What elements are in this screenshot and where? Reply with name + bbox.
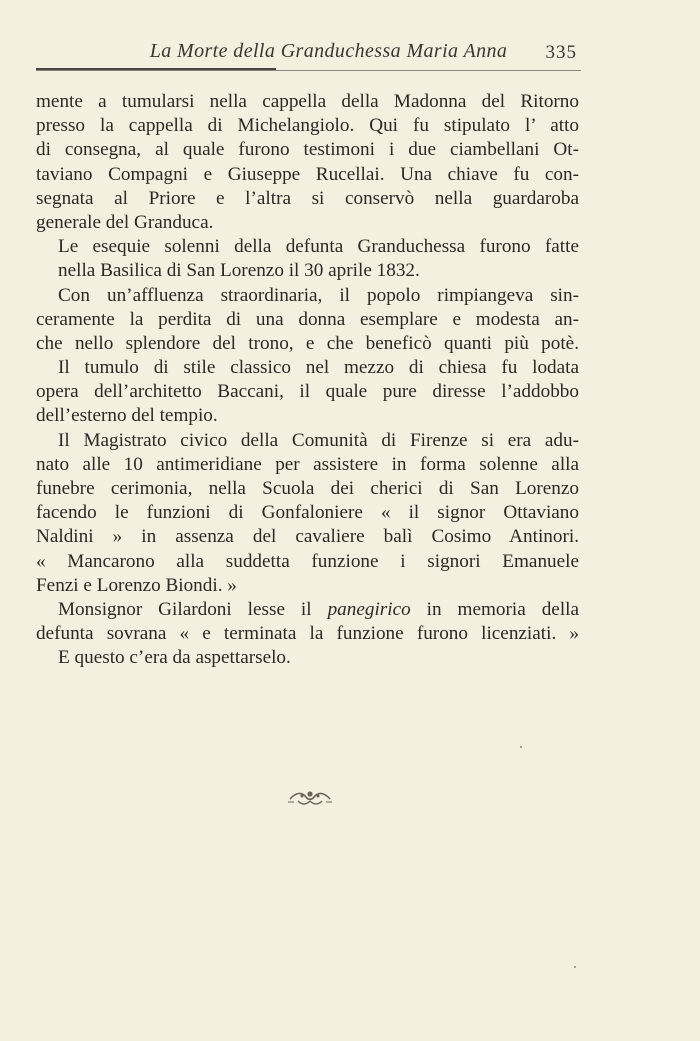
- text-line: nella Basilica di San Lorenzo il 30 aprile 1832.: [58, 260, 420, 282]
- text-line: [36, 598, 579, 622]
- text-line: nato alle 10 antimeridiane per assistere in forma solenne alla: [36, 453, 579, 475]
- text-line: Il tumulo di stile classico nel mezzo di chiesa fu lodata: [58, 357, 579, 379]
- text-line: Naldini » in assenza del cavaliere balì Cosimo Antinori.: [36, 526, 579, 548]
- text-line: ceramente la perdita di una donna esemplare e modesta an-: [36, 308, 579, 330]
- italic-term: panegirico: [327, 598, 411, 620]
- page-number: 335: [545, 42, 577, 63]
- text-line: Fenzi e Lorenzo Biondi. »: [36, 574, 237, 596]
- text-line: che nello splendore del trono, e che beneficò quanti più potè.: [36, 332, 579, 354]
- text-line: funebre cerimonia, nella Scuola dei cherici di San Lorenzo: [36, 478, 579, 499]
- text-line: dell’esterno del tempio.: [36, 405, 218, 427]
- text-fragment: Monsignor Gilardoni lesse il: [58, 598, 328, 620]
- text-line: mente a tumularsi nella cappella della Madonna del Ritorno: [36, 91, 579, 112]
- text-line: Le esequie solenni della defunta Granduchessa furono fatte: [58, 236, 579, 258]
- running-head: [36, 40, 581, 72]
- text-line: facendo le funzioni di Gonfaloniere « il signor Ottaviano: [36, 502, 579, 524]
- header-rule: [36, 70, 581, 71]
- text-line: generale del Granduca.: [36, 211, 214, 233]
- paper-speck: [520, 746, 522, 748]
- text-line: Con un’affluenza straordinaria, il popolo rimpiangeva sin-: [58, 284, 579, 306]
- text-line: Il Magistrato civico della Comunità di Firenze si era adu-: [58, 429, 579, 451]
- text-line: presso la cappella di Michelangiolo. Qui fu stipulato l’ atto: [36, 115, 579, 137]
- text-line: segnata al Priore e l’altra si conservò nella guardaroba: [36, 187, 579, 209]
- running-title: La Morte della Granduchessa Maria Anna: [149, 40, 508, 62]
- text-line: di consegna, al quale furono testimoni i due ciambellani Ot-: [36, 139, 579, 161]
- header-rule-accent: [36, 68, 276, 70]
- text-line: defunta sovrana « e terminata la funzione furono licenziati. »: [36, 623, 579, 645]
- text-line: opera dell’architetto Baccani, il quale pure diresse l’addobbo: [36, 381, 579, 403]
- text-fragment: in memoria della: [410, 598, 579, 620]
- text-line: taviano Compagni e Giuseppe Rucellai. Una chiave fu con-: [36, 163, 579, 185]
- text-line: « Mancarono alla suddetta funzione i signori Emanuele: [36, 550, 579, 572]
- fleuron-ornament: [286, 786, 334, 808]
- paper-speck: [574, 966, 576, 968]
- text-line: E questo c’era da aspettarselo.: [58, 647, 291, 669]
- body-text: [36, 90, 579, 671]
